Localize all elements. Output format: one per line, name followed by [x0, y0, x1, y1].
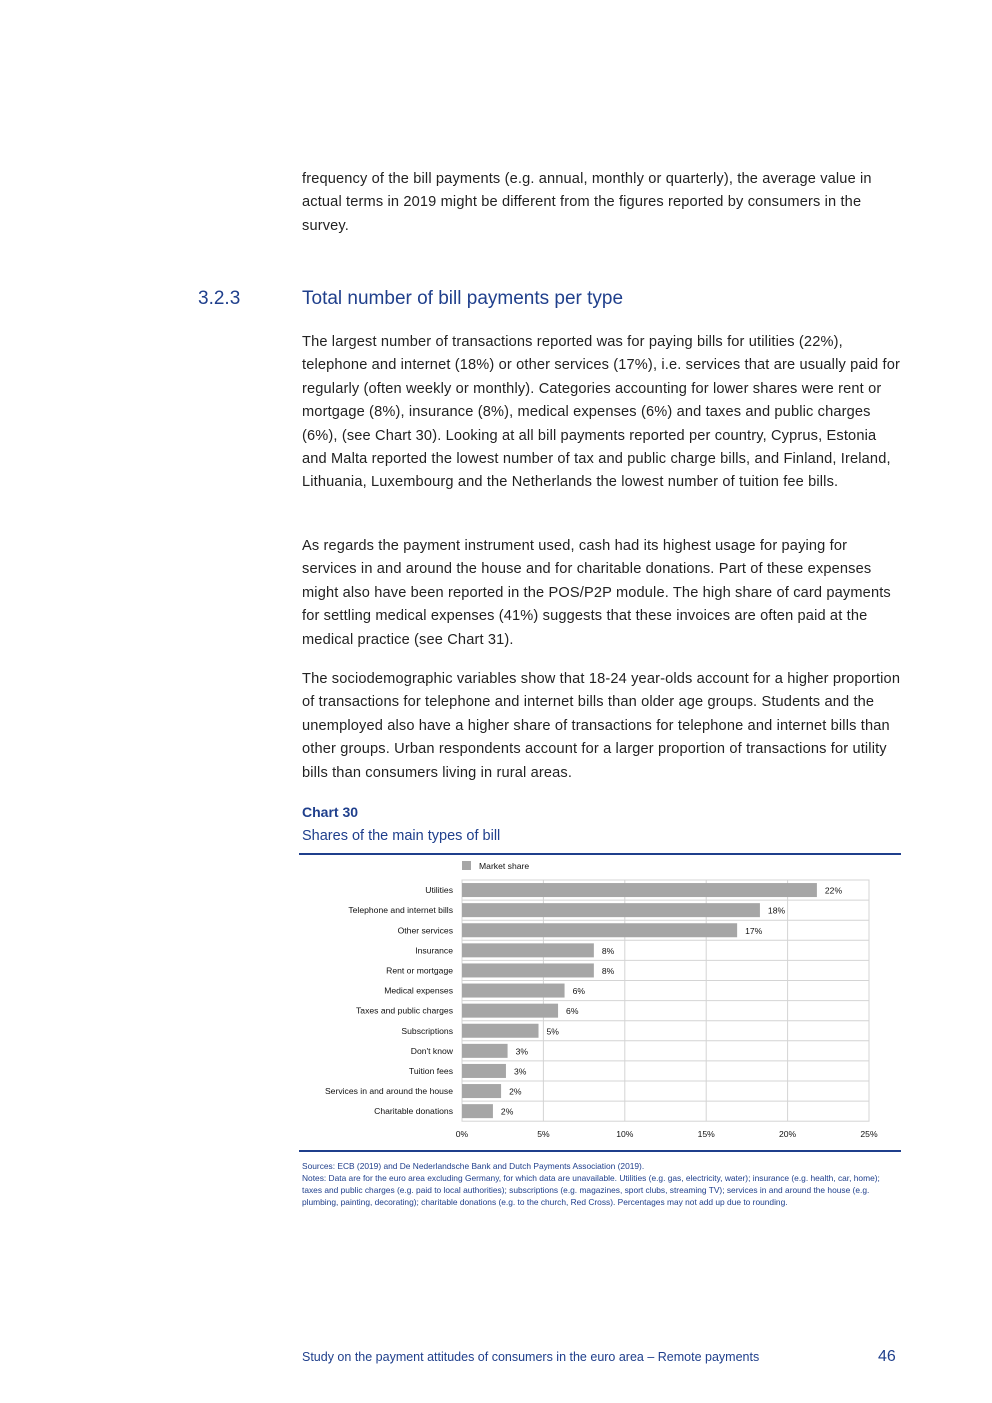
x-tick-label: 0%	[455, 1129, 469, 1140]
bar	[462, 1024, 539, 1038]
sources-note: Sources: ECB (2019) and De Nederlandsche Bank and Dutch Payments Association (2019).	[302, 1161, 645, 1171]
category-label: Taxes and public charges	[356, 1005, 453, 1016]
category-label: Other services	[397, 925, 453, 936]
legend-label: Market share	[479, 861, 530, 871]
paragraph-intro: frequency of the bill payments (e.g. annual, monthly or quarterly), the average value in actual terms in 2019 might be different from the figures reported by consumers in the survey.	[302, 171, 872, 234]
category-label: Services in and around the house	[324, 1086, 453, 1097]
category-label: Rent or mortgage	[386, 965, 453, 976]
value-label: 17%	[745, 925, 763, 936]
paragraph-sociodemographic: The sociodemographic variables show that 18-24 year-olds account for a higher proportion of transactions for telephone and internet bills than older age groups. Students and the unemployed also have a higher share of transactions for telephone and internet bills than other groups. Urban respondents account for a larger proportion of transactions for utility bills than consumers living in rural areas.	[302, 671, 901, 781]
bar	[462, 963, 594, 977]
value-label: 3%	[513, 1066, 527, 1077]
legend-swatch	[462, 861, 471, 870]
paragraph-transactions: The largest number of transactions reported was for paying bills for utilities (22%), telephone and internet (18%) or other services (17%), i.e. services that are usually paid for regularly (often weekly or monthly). Categories accounting for lower shares were rent or mortgage (8%), insurance (8%), medical expenses (6%) and taxes and public charges (6%), (see Chart 30). Looking at all bill payments reported per country, Cyprus, Estonia and Malta reported the lowest number of tax and public charge bills, and Finland, Ireland, Lithuania, Luxembourg and the Netherlands the lowest number of tuition fee bills.	[302, 334, 900, 491]
value-label: 5%	[546, 1026, 559, 1037]
bar	[462, 883, 817, 897]
bar-chart	[299, 855, 901, 1150]
category-label: Charitable donations	[374, 1106, 453, 1117]
x-tick-label: 10%	[616, 1129, 634, 1140]
category-label: Don't know	[410, 1045, 453, 1056]
chart-label: Chart 30	[302, 804, 359, 820]
notes-text: Notes: Data are for the euro area excluding Germany, for which data are unavailable. Utilities (e.g. gas, electricity, water); insurance (e.g. health, car, home); taxes and public charges (e.g. paid to local authorities); subscriptions (e.g. magazines, sport clubs, streaming TV); services in and around the house (e.g. plumbing, painting, decorating); charitable donations (e.g. to the church, Red Cross). Percentages may not add up due to rounding.	[302, 1173, 880, 1207]
x-tick-label: 25%	[860, 1129, 878, 1140]
paragraph-instruments: As regards the payment instrument used, cash had its highest usage for paying for services in and around the house and for charitable donations. Part of these expenses might also have been reported in the POS/P2P module. The high share of card payments for settling medical expenses (41%) suggests that these invoices are often paid at the medical practice (see Chart 31).	[302, 538, 891, 648]
bar	[462, 1104, 493, 1118]
category-label: Utilities	[425, 885, 453, 896]
value-label: 6%	[566, 1006, 579, 1017]
category-label: Telephone and internet bills	[348, 905, 453, 916]
chart-notes	[302, 1160, 898, 1208]
value-label: 2%	[509, 1086, 522, 1097]
category-label: Medical expenses	[384, 985, 453, 996]
chart-title: Shares of the main types of bill	[302, 828, 501, 844]
value-label: 22%	[824, 885, 843, 896]
chart-bottom-rule	[299, 1150, 901, 1152]
value-label: 3%	[515, 1046, 529, 1057]
bar	[462, 984, 565, 998]
bar	[462, 1084, 501, 1098]
section-number: 3.2.3	[198, 288, 241, 309]
section-title: Total number of bill payments per type	[302, 288, 624, 309]
category-label: Tuition fees	[408, 1065, 453, 1076]
x-tick-label: 15%	[697, 1129, 715, 1140]
x-tick-label: 20%	[778, 1129, 797, 1140]
x-tick-label: 5%	[537, 1129, 550, 1140]
value-label: 8%	[601, 965, 615, 976]
category-label: Insurance	[415, 945, 453, 956]
category-label: Subscriptions	[401, 1025, 453, 1036]
value-label: 2%	[500, 1106, 514, 1117]
bar	[462, 943, 594, 957]
bar	[462, 1044, 508, 1058]
footer-title: Study on the payment attitudes of consumers in the euro area – Remote payments	[302, 1350, 760, 1364]
bar	[462, 1064, 506, 1078]
bar	[462, 903, 760, 917]
bar	[462, 923, 737, 937]
value-label: 8%	[601, 945, 615, 956]
bar	[462, 1004, 558, 1018]
page-number: 46	[878, 1348, 896, 1365]
value-label: 18%	[767, 905, 786, 916]
value-label: 6%	[572, 986, 585, 997]
